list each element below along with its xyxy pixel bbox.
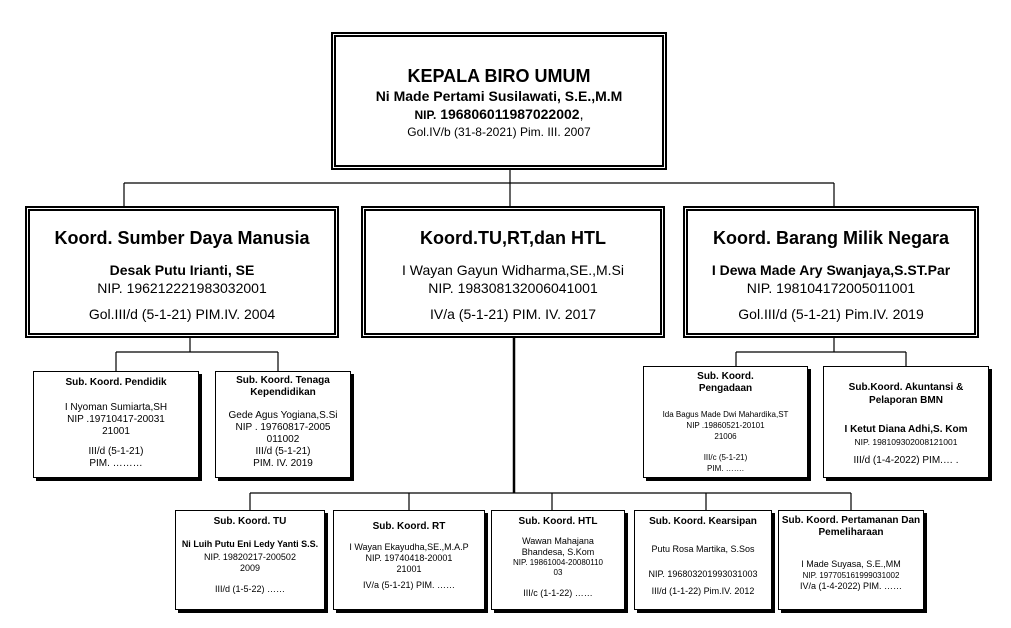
sub-title: Sub. Koord. RT — [372, 521, 446, 532]
head-title: KEPALA BIRO UMUM — [407, 66, 591, 86]
sub-nip: NIP. 198109302008121001 — [854, 437, 958, 447]
sub-rank: III/d (5-1-21) — [88, 446, 144, 457]
sub-name: Ni Luih Putu Eni Ledy Yanti S.S. — [181, 539, 319, 549]
sub-box-tenaga-kependidikan — [215, 371, 351, 478]
sub-title: Sub. Koord. TU — [213, 516, 287, 527]
sub-rank: III/c (1-1-22) …… — [523, 588, 593, 598]
coord-nip: NIP. 196212221983032001 — [97, 280, 267, 296]
coord-box-tu-rt-htl — [361, 206, 665, 338]
sub-box-pertamanan-pemeliharaan — [778, 510, 924, 610]
sub-title: Sub. Koord. Pendidik — [65, 377, 167, 388]
coord-title: Koord. Barang Milik Negara — [712, 228, 950, 248]
coord-rank: Gol.III/d (5-1-21) PIM.IV. 2004 — [88, 306, 276, 322]
head-nip-label: NIP. — [414, 108, 437, 122]
coord-name: I Wayan Gayun Widharma,SE.,M.Si — [402, 262, 624, 278]
coord-rank: Gol.III/d (5-1-21) Pim.IV. 2019 — [738, 306, 924, 322]
sub-rank: III/d (1-1-22) Pim.IV. 2012 — [651, 586, 755, 596]
sub-nip: NIP .19710417-2003121001 — [67, 414, 165, 437]
sub-nip: NIP. 19861004-2008011003 — [512, 558, 603, 577]
sub-pim: PIM. ……. — [707, 464, 744, 473]
coord-title: Koord.TU,RT,dan HTL — [420, 228, 606, 248]
coord-box-sdm — [25, 206, 339, 338]
sub-name: I Wayan Ekayudha,SE.,M.A.P — [349, 542, 469, 552]
head-rank: Gol.IV/b (31-8-2021) Pim. III. 2007 — [407, 125, 591, 139]
sub-rank: IV/a (1-4-2022) PIM. …… — [799, 581, 903, 591]
sub-title: Sub. Koord. Tenaga Kependidikan — [236, 375, 330, 398]
sub-name: Putu Rosa Martika, S.Sos — [651, 544, 755, 554]
sub-box-pengadaan — [643, 366, 808, 478]
sub-title: Sub. Koord. Pengadaan — [697, 371, 754, 394]
sub-name: Wawan Mahajana Bhandesa, S.Kom — [521, 536, 595, 557]
coord-name: I Dewa Made Ary Swanjaya,S.ST.Par — [711, 262, 951, 278]
head-name: Ni Made Pertami Susilawati, S.E.,M.M — [375, 88, 623, 104]
sub-pim: PIM. IV. 2019 — [253, 458, 313, 469]
sub-nip: NIP . 19760817-2005011002 — [235, 422, 331, 445]
sub-box-akuntansi-pelaporan — [823, 366, 989, 478]
sub-name: Gede Agus Yogiana,S.Si — [228, 410, 338, 421]
sub-box-rt — [333, 510, 485, 610]
sub-nip: NIP. 196803201993031003 — [648, 569, 758, 579]
head-nip-line — [336, 105, 662, 124]
sub-title: Sub. Koord. Kearsipan — [649, 516, 757, 527]
sub-name: Ida Bagus Made Dwi Mahardika,ST — [662, 410, 789, 419]
sub-box-htl — [491, 510, 625, 610]
sub-nip: NIP .19860521-2010121006 — [686, 421, 765, 441]
sub-rank: III/d (1-4-2022) PIM.… . — [853, 455, 959, 466]
head-nip-suffix: , — [579, 106, 584, 122]
sub-rank: III/d (1-5-22) …… — [214, 584, 286, 594]
sub-name: I Nyoman Sumiarta,SH — [64, 402, 168, 413]
coord-title: Koord. Sumber Daya Manusia — [54, 228, 310, 248]
sub-name: I Made Suyasa, S.E.,MM — [801, 559, 901, 569]
coord-nip: NIP. 198104172005011001 — [746, 280, 916, 296]
sub-pim: PIM. ……… — [89, 458, 143, 469]
sub-nip: NIP. 19820217-2005022009 — [204, 552, 296, 573]
sub-title: Sub. Koord. HTL — [518, 516, 598, 527]
sub-box-pendidik — [33, 371, 199, 478]
sub-nip: NIP. 197705161999031002 — [802, 571, 900, 580]
coord-nip: NIP. 198308132006041001 — [428, 280, 598, 296]
head-box — [331, 32, 667, 170]
sub-title: Sub.Koord. Akuntansi & Pelaporan BMN — [848, 382, 964, 406]
coord-name: Desak Putu Irianti, SE — [109, 262, 255, 278]
head-nip-value: 196806011987022002 — [440, 106, 580, 122]
sub-box-tu — [175, 510, 325, 610]
sub-rank: IV/a (5-1-21) PIM. …… — [362, 580, 456, 590]
sub-rank: III/c (5-1-21) — [703, 453, 748, 462]
sub-title: Sub. Koord. Pertamanan Dan Pemeliharaan — [781, 515, 921, 538]
sub-rank: III/d (5-1-21) — [255, 446, 311, 457]
sub-box-kearsipan — [634, 510, 772, 610]
sub-name: I Ketut Diana Adhi,S. Kom — [844, 424, 968, 435]
coord-rank: IV/a (5-1-21) PIM. IV. 2017 — [429, 306, 596, 322]
coord-box-bmn — [683, 206, 979, 338]
sub-nip: NIP. 19740418-2000121001 — [365, 553, 453, 574]
